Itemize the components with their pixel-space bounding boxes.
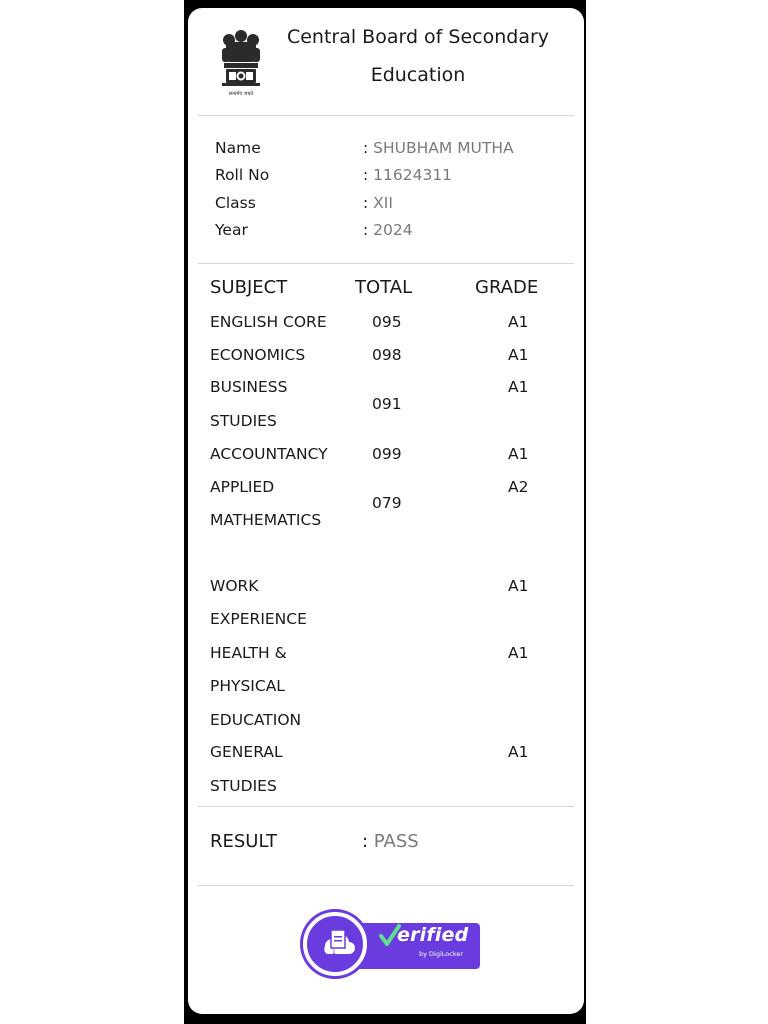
total-cell: 095 xyxy=(372,313,402,331)
grade-cell: A1 xyxy=(508,313,529,331)
info-value: : XII xyxy=(363,194,393,212)
org-name-line2: Education xyxy=(370,64,466,86)
emblem-caption: सत्यमेव जयते xyxy=(228,91,254,97)
subject-cell: GENERAL xyxy=(210,743,283,761)
digilocker-document-icon xyxy=(319,926,355,962)
divider xyxy=(198,263,574,264)
total-cell: 099 xyxy=(372,445,402,463)
ashoka-emblem-icon xyxy=(214,26,268,98)
subject-cell: PHYSICAL xyxy=(210,677,285,695)
total-cell: 098 xyxy=(372,346,402,364)
info-value: : 2024 xyxy=(363,221,413,239)
info-label: Year xyxy=(215,221,248,239)
marksheet-card xyxy=(188,8,584,1014)
subject-header: SUBJECT xyxy=(210,277,288,298)
grade-header: GRADE xyxy=(475,277,539,298)
grade-cell: A2 xyxy=(508,478,529,496)
total-header: TOTAL xyxy=(355,277,413,298)
divider xyxy=(198,885,574,886)
subject-cell: STUDIES xyxy=(210,777,277,795)
subject-cell: STUDIES xyxy=(210,412,277,430)
org-name-line1: Central Board of Secondary xyxy=(286,26,550,48)
subject-cell: EXPERIENCE xyxy=(210,610,307,628)
subject-cell: ACCOUNTANCY xyxy=(210,445,328,463)
grade-cell: A1 xyxy=(508,577,529,595)
subject-cell: MATHEMATICS xyxy=(210,511,322,529)
grade-cell: A1 xyxy=(508,743,529,761)
svg-text:1: 1 xyxy=(332,949,336,956)
result-value: : PASS xyxy=(362,831,419,852)
subject-cell: HEALTH & xyxy=(210,644,287,662)
grade-cell: A1 xyxy=(508,346,529,364)
grade-cell: A1 xyxy=(508,378,529,396)
verified-subtext: by DigiLocker xyxy=(419,950,464,958)
info-value: : 11624311 xyxy=(363,166,453,184)
info-label: Class xyxy=(215,194,256,212)
subject-cell: ENGLISH CORE xyxy=(210,313,327,331)
verified-text: erified xyxy=(397,924,469,946)
grade-cell: A1 xyxy=(508,445,529,463)
verified-badge xyxy=(303,912,483,976)
total-cell: 091 xyxy=(372,395,402,413)
subject-cell: BUSINESS xyxy=(210,378,288,396)
divider xyxy=(198,115,574,116)
info-value: : SHUBHAM MUTHA xyxy=(363,139,514,157)
grade-cell: A1 xyxy=(508,644,529,662)
subject-cell: EDUCATION xyxy=(210,711,302,729)
subject-cell: ECONOMICS xyxy=(210,346,306,364)
total-cell: 079 xyxy=(372,494,402,512)
divider xyxy=(198,806,574,807)
subject-cell: WORK xyxy=(210,577,259,595)
info-label: Name xyxy=(215,139,261,157)
subject-cell: APPLIED xyxy=(210,478,275,496)
result-label: RESULT xyxy=(210,831,278,852)
info-label: Roll No xyxy=(215,166,270,184)
